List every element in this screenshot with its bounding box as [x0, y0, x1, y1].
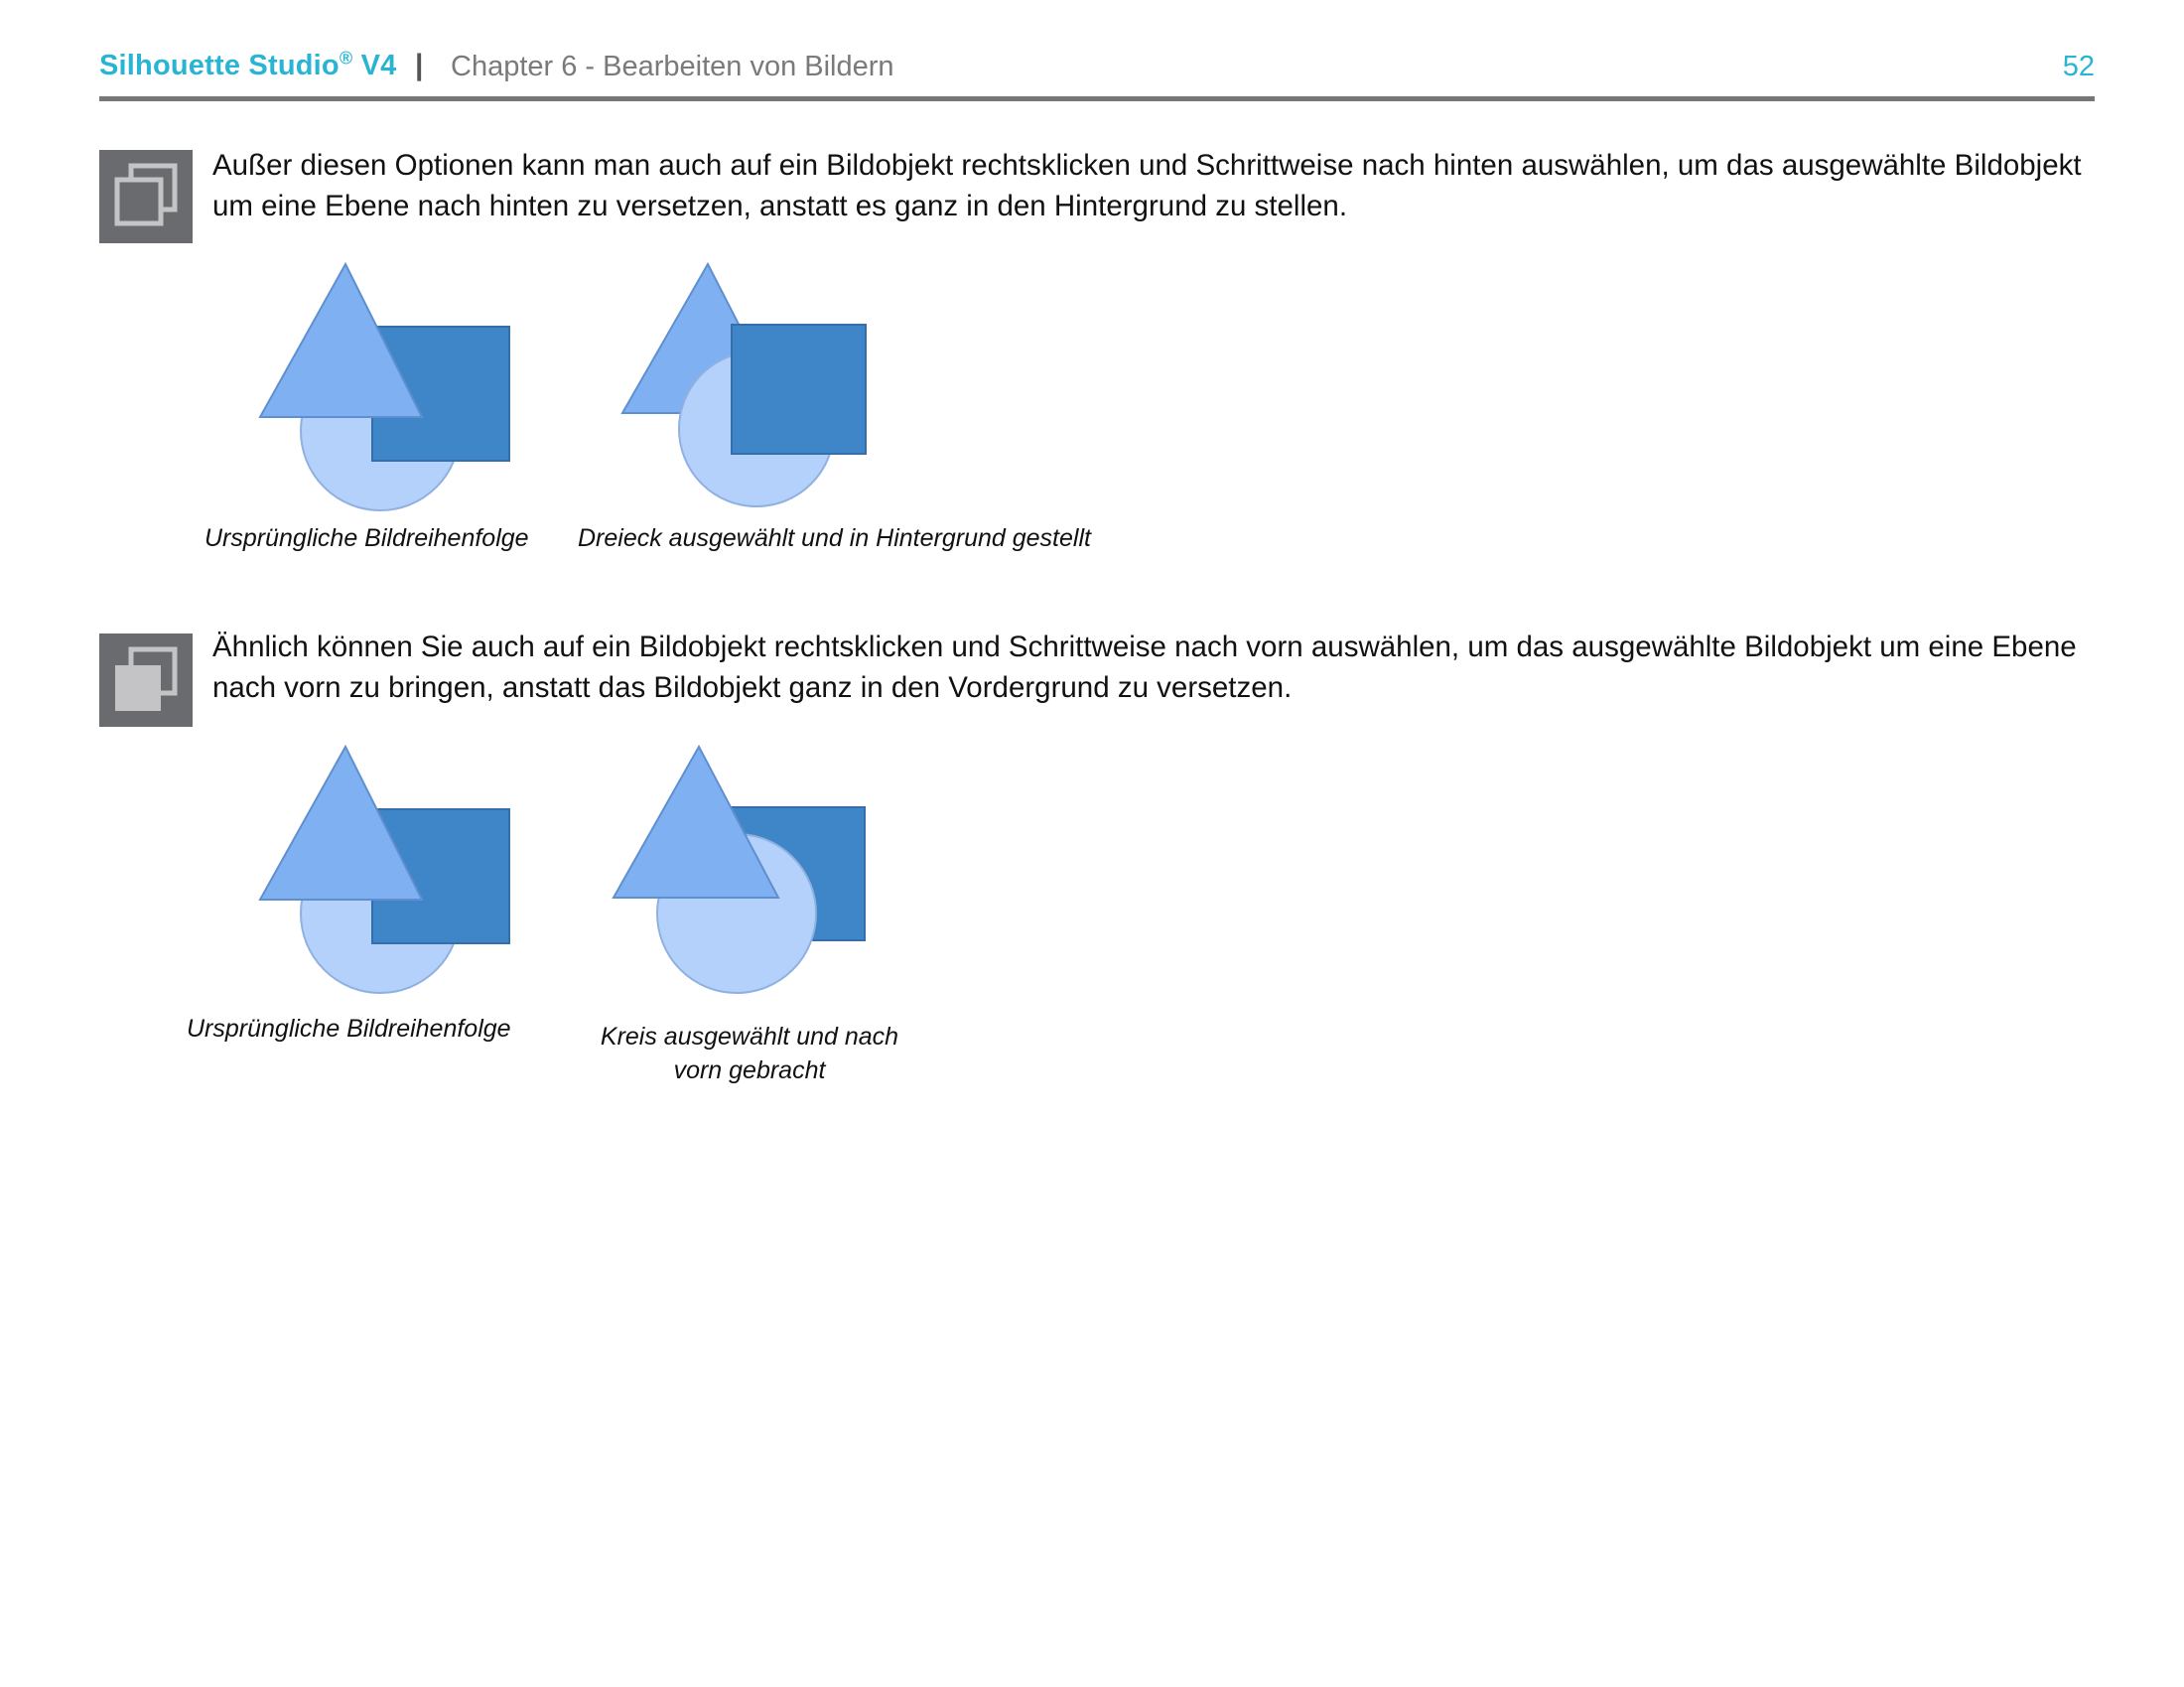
brand-title [99, 50, 396, 82]
caption-triangle-to-back: Dreieck ausgewählt und in Hintergrund gestellt [578, 524, 1091, 552]
caption-circle-forward: Kreis ausgewählt und nach vorn gebracht [600, 1023, 899, 1084]
chapter-title: Chapter 6 - Bearbeiten von Bildern [451, 51, 894, 82]
brand-name: Silhouette Studio [99, 50, 340, 81]
figure-original-order-2 [253, 743, 521, 1001]
page-header [99, 50, 2095, 91]
page-number: 52 [2062, 51, 2095, 82]
figure-original-order-1 [253, 260, 521, 518]
header-rule [99, 96, 2095, 101]
section1-text: Außer diesen Optionen kann man auch auf ein Bildobjekt rechtsklicken und Schrittweise nach hinten auswählen, um das ausgewählte Bildobjekt um eine Ebene nach hinten zu versetzen, anstatt es ganz in den Hintergrund zu stellen. [212, 149, 2082, 222]
section2-text: Ähnlich können Sie auch auf ein Bildobjekt rechtsklicken und Schrittweise nach vorn auswählen, um das ausgewählte Bildobjekt um eine Ebene nach vorn zu bringen, anstatt das Bildobjekt ganz in den Vordergrund zu versetzen. [212, 631, 2077, 704]
figure-circle-forward [608, 743, 876, 1001]
brand-registered-mark: ® [339, 48, 353, 69]
figure-triangle-to-back [615, 260, 884, 518]
brand-version: V4 [360, 50, 397, 81]
caption-original-order-2: Ursprüngliche Bildreihenfolge [187, 1015, 511, 1043]
caption-original-order-1: Ursprüngliche Bildreihenfolge [205, 524, 529, 552]
bring-forward-icon [99, 633, 193, 727]
header-separator: | [415, 49, 424, 81]
square-shape [732, 325, 866, 454]
send-backward-icon [99, 150, 193, 243]
